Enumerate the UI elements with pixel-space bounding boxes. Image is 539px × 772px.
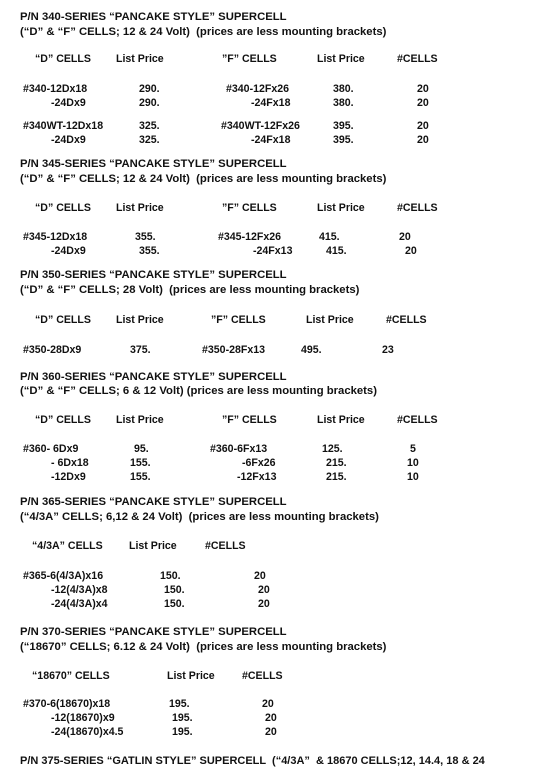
column-header: “D” CELLS (35, 202, 91, 214)
section-subtitle: (“D” & “F” CELLS; 28 Volt) (prices are less mounting brackets) (20, 284, 360, 296)
column-header: List Price (167, 670, 215, 682)
section-title: P/N 360-SERIES “PANCAKE STYLE” SUPERCELL (20, 371, 287, 383)
column-header: “D” CELLS (35, 414, 91, 426)
column-header: #CELLS (397, 53, 438, 65)
part-number: -24Fx13 (253, 245, 293, 257)
part-number: -6Fx26 (242, 457, 276, 469)
column-header: ”F” CELLS (222, 414, 277, 426)
part-number: - 6Dx18 (51, 457, 89, 469)
section-title: P/N 365-SERIES “PANCAKE STYLE” SUPERCELL (20, 496, 287, 508)
part-number: -12(18670)x9 (51, 712, 115, 724)
section-subtitle: (“D” & “F” CELLS; 6 & 12 Volt) (prices are less mounting brackets) (20, 385, 377, 397)
list-price: 415. (319, 231, 340, 243)
cell-count: 10 (407, 457, 419, 469)
cell-count: 20 (254, 570, 266, 582)
section-subtitle: (“4/3A” CELLS; 6,12 & 24 Volt) (prices are less mounting brackets) (20, 511, 379, 523)
part-number: #365-6(4/3A)x16 (23, 570, 104, 582)
section-subtitle: (“D” & “F” CELLS; 12 & 24 Volt) (prices are less mounting brackets) (20, 26, 387, 38)
list-price: 290. (139, 97, 160, 109)
list-price: 325. (139, 120, 160, 132)
column-header: “D” CELLS (35, 314, 91, 326)
list-price: 125. (322, 443, 343, 455)
part-number: #345-12Fx26 (218, 231, 282, 243)
list-price: 395. (333, 134, 354, 146)
section-title: P/N 370-SERIES “PANCAKE STYLE” SUPERCELL (20, 626, 287, 638)
column-header: #CELLS (242, 670, 283, 682)
column-header: “D” CELLS (35, 53, 91, 65)
list-price: 95. (134, 443, 149, 455)
column-header: “18670” CELLS (32, 670, 110, 682)
cell-count: 20 (258, 598, 270, 610)
list-price: 150. (160, 570, 181, 582)
list-price: 155. (130, 457, 151, 469)
list-price: 215. (326, 471, 347, 483)
column-header: List Price (116, 202, 164, 214)
part-number: -24(18670)x4.5 (51, 726, 124, 738)
part-number: -24Dx9 (51, 134, 86, 146)
list-price: 290. (139, 83, 160, 95)
cell-count: 20 (417, 120, 429, 132)
part-number: -24Fx18 (251, 97, 291, 109)
column-header: #CELLS (397, 414, 438, 426)
column-header: “4/3A” CELLS (32, 540, 103, 552)
list-price: 355. (135, 231, 156, 243)
part-number: -24Dx9 (51, 97, 86, 109)
column-header: List Price (317, 202, 365, 214)
column-header: List Price (116, 314, 164, 326)
part-number: #350-28Dx9 (23, 344, 82, 356)
list-price: 150. (164, 598, 185, 610)
part-number: -12(4/3A)x8 (51, 584, 108, 596)
part-number: -12Fx13 (237, 471, 277, 483)
list-price: 380. (333, 83, 354, 95)
part-number: #360- 6Dx9 (23, 443, 79, 455)
part-number: #340-12Dx18 (23, 83, 88, 95)
column-header: ”F” CELLS (211, 314, 266, 326)
list-price: 155. (130, 471, 151, 483)
column-header: List Price (116, 53, 164, 65)
list-price: 495. (301, 344, 322, 356)
list-price: 380. (333, 97, 354, 109)
column-header: #CELLS (205, 540, 246, 552)
part-number: #350-28Fx13 (202, 344, 266, 356)
part-number: -24Fx18 (251, 134, 291, 146)
part-number: -12Dx9 (51, 471, 86, 483)
cell-count: 20 (258, 584, 270, 596)
list-price: 195. (169, 698, 190, 710)
list-price: 195. (172, 712, 193, 724)
cell-count: 20 (399, 231, 411, 243)
part-number: #370-6(18670)x18 (23, 698, 111, 710)
cell-count: 20 (262, 698, 274, 710)
section-subtitle: (“D” & “F” CELLS; 12 & 24 Volt) (prices are less mounting brackets) (20, 173, 387, 185)
part-number: #340WT-12Fx26 (221, 120, 300, 132)
list-price: 150. (164, 584, 185, 596)
part-number: -24(4/3A)x4 (51, 598, 108, 610)
cell-count: 20 (417, 83, 429, 95)
cell-count: 5 (410, 443, 416, 455)
cell-count: 23 (382, 344, 394, 356)
column-header: #CELLS (386, 314, 427, 326)
part-number: #340WT-12Dx18 (23, 120, 104, 132)
list-price: 395. (333, 120, 354, 132)
section-title: P/N 350-SERIES “PANCAKE STYLE” SUPERCELL (20, 269, 287, 281)
cell-count: 20 (265, 726, 277, 738)
column-header: ”F” CELLS (222, 202, 277, 214)
list-price: 195. (172, 726, 193, 738)
part-number: #360-6Fx13 (210, 443, 268, 455)
cell-count: 20 (265, 712, 277, 724)
section-title: P/N 345-SERIES “PANCAKE STYLE” SUPERCELL (20, 158, 287, 170)
cell-count: 20 (405, 245, 417, 257)
column-header: #CELLS (397, 202, 438, 214)
part-number: -24Dx9 (51, 245, 86, 257)
column-header: List Price (129, 540, 177, 552)
list-price: 375. (130, 344, 151, 356)
section-subtitle: (“18670” CELLS; 6.12 & 24 Volt) (prices are less mounting brackets) (20, 641, 387, 653)
cell-count: 10 (407, 471, 419, 483)
section-title-375: P/N 375-SERIES “GATLIN STYLE” SUPERCELL (“4/3A” & 18670 CELLS;12, 14.4, 18 & 24 (20, 755, 485, 767)
column-header: List Price (306, 314, 354, 326)
cell-count: 20 (417, 97, 429, 109)
part-number: #345-12Dx18 (23, 231, 88, 243)
list-price: 415. (326, 245, 347, 257)
column-header: List Price (116, 414, 164, 426)
column-header: List Price (317, 53, 365, 65)
column-header: List Price (317, 414, 365, 426)
part-number: #340-12Fx26 (226, 83, 290, 95)
cell-count: 20 (417, 134, 429, 146)
list-price: 215. (326, 457, 347, 469)
list-price: 325. (139, 134, 160, 146)
section-title: P/N 340-SERIES “PANCAKE STYLE” SUPERCELL (20, 11, 287, 23)
list-price: 355. (139, 245, 160, 257)
column-header: ”F” CELLS (222, 53, 277, 65)
